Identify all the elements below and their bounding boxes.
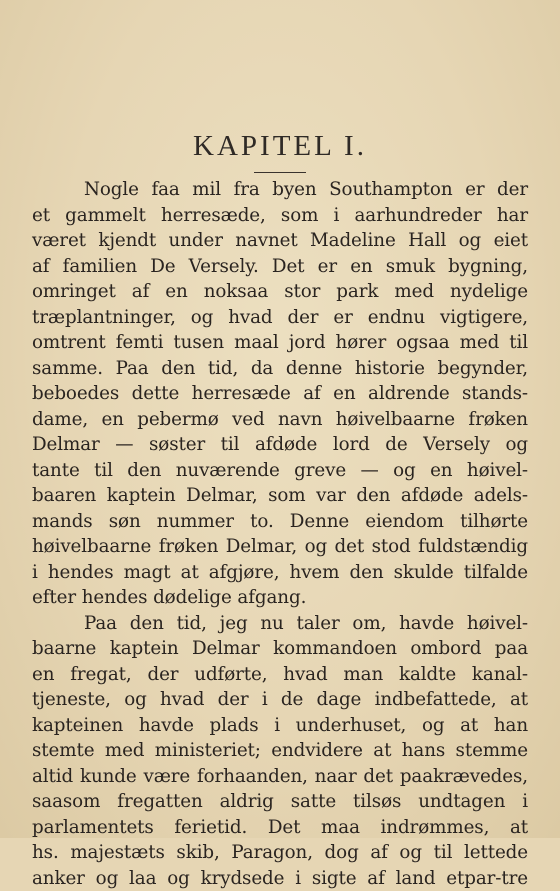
text-line: dame, en pebermø ved navn høivelbaarne frøken (32, 407, 528, 433)
text-line: saasom fregatten aldrig satte tilsøs undtagen i (32, 789, 528, 815)
text-line: mands søn nummer to. Denne eiendom tilhørte (32, 509, 528, 535)
text-line: baarne kaptein Delmar kommandoen ombord paa (32, 636, 528, 662)
text-line: altid kunde være forhaanden, naar det paakrævedes, (32, 764, 528, 790)
text-line: været kjendt under navnet Madeline Hall og eiet (32, 228, 528, 254)
text-line: efter hendes dødelige afgang. (32, 585, 528, 611)
text-line: et gammelt herresæde, som i aarhundreder har (32, 203, 528, 229)
text-line: omtrent femti tusen maal jord hører ogsaa med til (32, 330, 528, 356)
text-line: beboedes dette herresæde af en aldrende stands- (32, 381, 528, 407)
text-line: en fregat, der udførte, hvad man kaldte kanal- (32, 662, 528, 688)
text-line: samme. Paa den tid, da denne historie begynder, (32, 356, 528, 382)
text-line: Nogle faa mil fra byen Southampton er der (32, 177, 528, 203)
text-line: omringet af en noksaa stor park med nydelige (32, 279, 528, 305)
title-rule (254, 172, 306, 173)
text-line: stemte med ministeriet; endvidere at hans stemme (32, 738, 528, 764)
text-line: Paa den tid, jeg nu taler om, havde høivel- (32, 611, 528, 637)
text-line: kapteinen havde plads i underhuset, og at han (32, 713, 528, 739)
text-line: parlamentets ferietid. Det maa indrømmes, at (32, 815, 528, 841)
text-line: af familien De Versely. Det er en smuk bygning, (32, 254, 528, 280)
text-line: tjeneste, og hvad der i de dage indbefattede, at (32, 687, 528, 713)
text-line: Delmar — søster til afdøde lord de Versely og (32, 432, 528, 458)
text-line: i hendes magt at afgjøre, hvem den skulde tilfalde (32, 560, 528, 586)
text-line: baaren kaptein Delmar, som var den afdøde adels- (32, 483, 528, 509)
chapter-title: KAPITEL I. (0, 130, 560, 162)
text-line: tante til den nuværende greve — og en høivel- (32, 458, 528, 484)
text-line: høivelbaarne frøken Delmar, og det stod fuldstændig (32, 534, 528, 560)
text-line: anker og laa og krydsede i sigte af land etpar-tre (32, 866, 528, 891)
text-line: træplantninger, og hvad der er endnu vigtigere, (32, 305, 528, 331)
body-text (32, 177, 528, 891)
text-line: hs. majestæts skib, Paragon, dog af og til lettede (32, 840, 528, 866)
